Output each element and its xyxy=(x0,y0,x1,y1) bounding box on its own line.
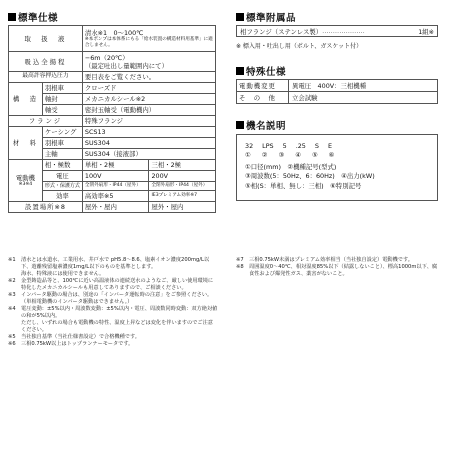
shaft-material-value: SUS304（接液部） xyxy=(82,149,215,160)
heading-square-icon xyxy=(236,67,244,75)
accessories-heading xyxy=(236,10,296,24)
footnote xyxy=(8,341,218,348)
footnote xyxy=(236,264,440,278)
special-row-other xyxy=(237,91,437,103)
spec-row-install xyxy=(9,202,216,213)
impeller-label: 羽根車 xyxy=(42,83,82,94)
voltage-label: 電圧 xyxy=(42,171,82,182)
footnote xyxy=(8,292,218,306)
spec-row-casing xyxy=(9,127,216,138)
phase-single: 単相・2極 xyxy=(82,160,149,171)
footnote xyxy=(8,271,218,278)
footnote-text: インバータ駆動の場合は、別途の「インバータ運転時の注意」をご参照ください。（単相電動機のインバータ駆動はできません。） xyxy=(21,292,213,306)
model-legend-line: ⑤相(S：単相、無し：三相) ⑥特別記号 xyxy=(245,181,362,190)
special-motor-label: 電動機変更 xyxy=(237,80,289,91)
footnote-text: 電圧変動：±5%以内・周波数変動：±5%以内・電圧、周波数同時変動：双方絶対値の和が5%以内。 xyxy=(21,306,218,320)
footnote-mark: ※2 xyxy=(8,278,16,285)
footnotes-left xyxy=(8,257,218,348)
suction-label: 吸込全揚程 xyxy=(9,52,83,72)
motor-type-single: 全閉外扇形・IP44（屋外） xyxy=(82,182,149,191)
accessories-title: 標準附属品 xyxy=(246,13,297,24)
spec-row-flange xyxy=(9,116,216,127)
model-heading xyxy=(236,118,286,132)
voltage-single: 100V xyxy=(82,171,149,182)
motor-label-cell xyxy=(9,160,43,202)
fluid-cell xyxy=(82,26,215,52)
model-number: ⑤ xyxy=(311,151,318,159)
model-number: ① xyxy=(245,151,251,159)
model-legend-line: ③周波数(5：50Hz、6：60Hz) ④出力(kW) xyxy=(245,172,375,181)
model-legend-line: ①口径(mm) ②機種記号(型式) xyxy=(245,163,337,171)
shaft-material-label: 主軸 xyxy=(42,149,82,160)
flange-value: 特殊フランジ xyxy=(82,116,215,127)
bearing-value: 密封玉軸受（電動機内） xyxy=(82,105,215,116)
standard-spec-table xyxy=(8,25,216,213)
footnote-mark: ※4 xyxy=(8,306,16,313)
footnote-text: 三相0.75kW以上はトップランナーモータです。 xyxy=(21,341,134,348)
accessories-box xyxy=(236,25,438,37)
motor-label: 電動機 xyxy=(15,173,36,182)
casing-label: ケーシング xyxy=(42,127,82,138)
special-spec-title: 特殊仕様 xyxy=(246,67,287,78)
model-part-special: E xyxy=(327,142,332,150)
standard-spec-heading xyxy=(8,10,58,24)
fluid-label: 取 扱 液 xyxy=(9,26,83,52)
suction-cell xyxy=(82,52,215,72)
suction-note: （最定吐出し量範囲内にて） xyxy=(84,61,168,70)
footnote-mark: ※3 xyxy=(8,292,16,299)
model-number: ② xyxy=(261,151,268,159)
model-numbers xyxy=(245,151,334,159)
footnote-mark: ※8 xyxy=(236,264,244,271)
model-part-output: .25 xyxy=(295,142,306,150)
spec-row-suction xyxy=(9,52,216,72)
pressure-value: 要目表をご覧ください。 xyxy=(82,72,215,83)
footnote xyxy=(8,306,218,320)
seal-label: 軸封 xyxy=(42,94,82,105)
motor-type-three: 全閉外扇形・IP44（屋外） xyxy=(149,182,216,191)
model-part-size: 32 xyxy=(245,142,254,150)
motor-note: ※3※4 xyxy=(18,181,33,187)
impeller-material-value: SUS304 xyxy=(82,138,215,149)
footnote-text: ただし、いずれの場合も電動機の特性、温度上昇などは変化を伴いますのでご注意ください。 xyxy=(21,320,213,334)
model-part-series: LPS xyxy=(262,142,274,150)
footnote-text: 当社独自基準（当社仕様書設定）で合格機種です。 xyxy=(21,334,140,341)
special-other-label: そ の 他 xyxy=(237,92,289,103)
spec-row-pressure xyxy=(9,72,216,83)
efficiency-single: 高効率※5 xyxy=(82,191,149,202)
phase-label: 相・極数 xyxy=(42,160,82,171)
motor-type-label: 形式・保護方式 xyxy=(42,182,82,191)
footnote-text: 金型鋳造品等と、100℃に近い高温液体の連続送水のようなご、厳しい使用環境に特化したメカニカルシールも用意してありますので、ご相談ください。 xyxy=(21,278,214,292)
accessories-note: ※ 標入用・吐出し用（ボルト、ガスケット付） xyxy=(236,43,363,50)
model-legend xyxy=(245,163,375,191)
impeller-material-label: 羽根車 xyxy=(42,138,82,149)
efficiency-three: IE3プレミアム効率※7 xyxy=(149,191,216,202)
special-spec-heading xyxy=(236,64,286,78)
efficiency-label: 効率 xyxy=(42,191,82,202)
flange-label: フランジ xyxy=(9,116,83,127)
footnote-text: 清水とは水道水、工業用水、井戸水で pH5.8〜8.6、塩素イオン濃度200mg/L以下、遊離残留塩素濃度1mg/L以下のものを基準とします。 xyxy=(21,257,210,271)
special-motor-value: 異電圧 400V：三相機種 xyxy=(292,82,367,90)
footnote-mark: ※5 xyxy=(8,334,16,341)
footnote-text: 周囲温度0〜40℃、相対湿度85%以下（結露しないこと）、標高1000m以下、腐食性および爆発性ガス、薬害がないこと。 xyxy=(249,264,438,278)
heading-square-icon xyxy=(8,13,16,21)
footnote-mark: ※7 xyxy=(236,257,244,263)
footnote-text: 三相0.75kW未満はプレミアム効率相当（当社独自設定）電動機です。 xyxy=(249,257,413,263)
spec-row-phase xyxy=(9,160,216,171)
model-part-frequency: 5 xyxy=(282,142,287,150)
footnote-mark: ※6 xyxy=(8,341,16,348)
accessory-item-dots: ‥‥‥‥‥‥‥‥‥‥ xyxy=(322,27,365,35)
casing-value: SCS13 xyxy=(82,127,215,138)
install-label: 設置場所※8 xyxy=(9,202,83,213)
structure-label: 構 造 xyxy=(9,83,43,116)
phase-three: 三相・2極 xyxy=(149,160,216,171)
model-explanation-box xyxy=(236,134,438,201)
install-three: 屋外・屋内 xyxy=(149,202,216,213)
impeller-value: クローズド xyxy=(82,83,215,94)
accessory-item-qty: 1組※ xyxy=(418,28,434,36)
bearing-label: 軸受 xyxy=(42,105,82,116)
footnote-mark: ※1 xyxy=(8,257,16,263)
seal-value: メカニカルシール※2 xyxy=(82,94,215,105)
footnote-mark xyxy=(8,271,21,278)
model-code xyxy=(245,142,332,150)
special-other-value: 立会試験 xyxy=(292,94,318,102)
special-row-motor xyxy=(237,80,437,91)
accessory-item-label: 相フランジ（ステンレス製） xyxy=(240,28,323,36)
model-number: ③ xyxy=(278,151,285,159)
pressure-label: 最高許容押込圧力 xyxy=(9,72,83,83)
fluid-value: 清水※1 0〜100℃ xyxy=(84,29,144,38)
heading-square-icon xyxy=(236,13,244,21)
spec-row-impeller xyxy=(9,83,216,94)
footnote-mark xyxy=(8,320,21,334)
suction-value: −6m（20℃） xyxy=(84,53,129,62)
model-part-phase: S xyxy=(314,142,319,150)
footnote xyxy=(8,257,218,271)
standard-spec-title: 標準仕様 xyxy=(18,13,59,24)
footnote-text: 海水、特殊液には使用できません。 xyxy=(21,271,105,278)
heading-square-icon xyxy=(236,121,244,129)
footnote xyxy=(236,257,440,264)
footnote xyxy=(8,320,218,334)
install-single: 屋外・屋内 xyxy=(82,202,149,213)
model-title: 機名説明 xyxy=(246,121,287,132)
material-label: 材 料 xyxy=(9,127,43,160)
model-number: ⑥ xyxy=(328,151,335,159)
special-spec-table xyxy=(236,79,438,104)
spec-row-fluid xyxy=(9,26,216,52)
voltage-three: 200V xyxy=(149,171,216,182)
footnote xyxy=(8,278,218,292)
fluid-note: ※本ポンプは本体系にもる「給水装置の構造材料用基準」に適合しません。 xyxy=(84,37,213,48)
footnotes-right xyxy=(236,257,440,278)
model-number: ④ xyxy=(295,151,301,159)
